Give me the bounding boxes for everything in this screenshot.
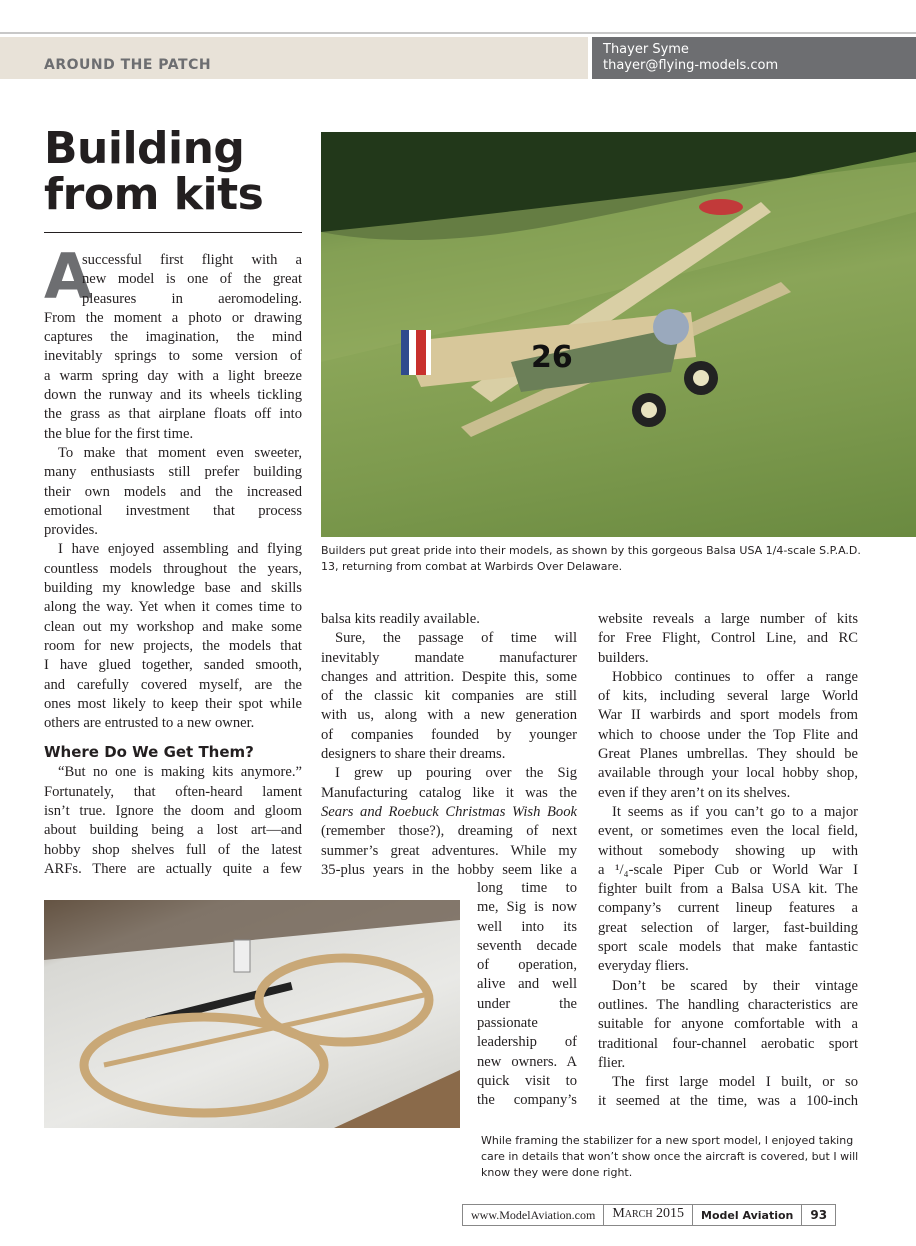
text-line: I grew up pouring over the Sig <box>335 765 577 782</box>
text-line: me, Sig is now <box>477 899 577 916</box>
text-line: for Free Flight, Control Line, and RC <box>598 630 858 647</box>
text-line: a ¹/₄-scale Piper Cub or World War I <box>598 861 858 878</box>
text-line: which to choose under the Top Flite and <box>598 726 858 743</box>
text-line: of companies founded by younger <box>321 726 577 743</box>
plane-number: 26 <box>531 340 573 375</box>
text-line: without somebody showing up with <box>598 842 858 859</box>
text-line: balsa kits readily available. <box>321 611 480 627</box>
author-box <box>592 37 916 79</box>
text-line: a warm spring day with a light breeze <box>44 367 302 384</box>
text-line: along the way. Yet when it comes time to <box>44 599 302 616</box>
text-line: their own models and the increased <box>44 483 302 500</box>
text-line: It seems as if you can’t go to a major <box>612 803 858 820</box>
text-line: provides. <box>44 522 98 539</box>
text-line: designers to share their dreams. <box>321 746 506 763</box>
text-line: fighter built from a Balsa USA kit. The <box>598 881 858 898</box>
column-left <box>44 251 302 879</box>
text-line: Manufacturing catalog like it was the <box>321 784 577 801</box>
text-line: (remember those?), dreaming of next <box>321 823 577 840</box>
title-line: from kits <box>44 169 264 220</box>
text-line: The first large model I built, or so <box>612 1074 858 1091</box>
drop-cap: A <box>44 240 92 313</box>
text-line: room for new projects, the models that <box>44 637 302 654</box>
text-line: of the classic kit companies are still <box>321 688 577 705</box>
text-line: changes and attrition. Despite this, some <box>321 668 577 685</box>
text-line: Sure, the passage of time will <box>335 630 577 647</box>
subheading: Where Do We Get Them? <box>44 743 254 762</box>
text-line: about building being a lost art—and <box>44 822 302 839</box>
text-line: inevitably mandate manufacturer <box>321 649 577 666</box>
caption-line: While framing the stabilizer for a new sport model, I enjoyed taking <box>481 1134 854 1147</box>
author-name: Thayer Syme <box>603 42 689 57</box>
text-line: well into its <box>477 918 577 935</box>
text-line: many enthusiasts still prefer building <box>44 464 302 481</box>
text-line: leadership of <box>477 1034 577 1051</box>
text-line: the grass as that airplane floats off into <box>44 406 302 423</box>
footer-url[interactable]: www.ModelAviation.com <box>463 1205 604 1225</box>
text-line: of kits, including several large World <box>598 688 858 705</box>
text-line: Fortunately, that often-heard lament <box>44 783 302 800</box>
column-middle <box>321 610 577 880</box>
text-line: others are entrusted to a new owner. <box>44 715 255 732</box>
text-line: long time to <box>477 880 577 896</box>
text-line: building my knowledge base and skills <box>44 580 302 597</box>
caption-line: know they were done right. <box>481 1166 633 1179</box>
text-line: summer’s great adventures. While my <box>321 842 577 859</box>
author-email[interactable]: thayer@flying-models.com <box>603 58 779 73</box>
text-line: “But no one is making kits anymore.” <box>58 764 302 781</box>
text-line: traditional four-channel aerobatic sport <box>598 1035 858 1052</box>
text-line: countless models throughout the years, <box>44 560 302 577</box>
text-line: 35-plus years in the hobby seem like a <box>321 861 577 878</box>
text-line: Don’t be scared by their vintage <box>612 977 858 994</box>
text-line: outlines. The handling characteristics are <box>598 996 858 1013</box>
page-number: 93 <box>810 1208 828 1222</box>
caption-line: 13, returning from combat at Warbirds Over Delaware. <box>321 560 623 573</box>
text-line: Sears and Roebuck Christmas Wish Book <box>321 803 577 820</box>
text-line: isn’t true. Ignore the doom and gloom <box>44 803 302 820</box>
text-line: the company’s <box>477 1092 577 1109</box>
section-label: AROUND THE PATCH <box>44 57 212 73</box>
column-right <box>598 610 858 1112</box>
text-line: suitable for anyone comfortable with a <box>598 1016 858 1033</box>
text-line: great selection of larger, fast-building <box>598 919 858 936</box>
text-line: successful first flight with a <box>82 252 302 268</box>
text-line: War II warbirds and sport models from <box>598 707 858 724</box>
text-line: seventh decade <box>477 937 577 954</box>
text-line: even if they aren’t on its shelves. <box>598 784 791 801</box>
page-footer <box>462 1204 836 1226</box>
text-line: I have glued together, sanded smooth, <box>44 657 302 674</box>
title-rule <box>44 232 302 233</box>
text-line: pleasures in aeromodeling. <box>82 290 302 307</box>
text-line: new model is one of the great <box>82 271 302 288</box>
text-line: company’s current lineup features a <box>598 900 858 917</box>
footer-magazine: Model Aviation <box>693 1205 802 1225</box>
column-middle-wrap <box>477 879 577 1111</box>
photo-spad-biplane <box>321 132 916 537</box>
text-line: of operation, <box>477 957 577 974</box>
text-line: ARFs. There are actually quite a few <box>44 860 302 877</box>
caption-plane <box>321 543 881 575</box>
text-line: Hobbico continues to offer a range <box>612 668 858 685</box>
text-line: From the moment a photo or drawing <box>44 309 302 326</box>
caption-line: care in details that won’t show once the aircraft is covered, but I will <box>481 1150 859 1163</box>
text-line: captures the imagination, the mind <box>44 329 302 346</box>
article-title <box>44 123 264 220</box>
text-line: builders. <box>598 649 649 666</box>
text-line: I have enjoyed assembling and flying <box>58 541 302 558</box>
text-line: the blue for the first time. <box>44 425 194 442</box>
text-line: website reveals a large number of kits <box>598 611 858 627</box>
text-line: under the <box>477 995 577 1012</box>
caption-bench <box>481 1133 861 1181</box>
top-rule <box>0 32 916 34</box>
text-line: down the runway and its wheels tickling <box>44 387 302 404</box>
text-line: ones most likely to keep their spot while <box>44 695 302 712</box>
text-line: passionate <box>477 1015 538 1032</box>
text-line: available through your local hobby shop, <box>598 765 858 782</box>
text-line: everyday fliers. <box>598 958 689 975</box>
text-line: clean out my workshop and make some <box>44 618 302 635</box>
caption-line: Builders put great pride into their models, as shown by this gorgeous Balsa USA 1/4-scale S.P.A.D. <box>321 544 861 557</box>
text-line: To make that moment even sweeter, <box>58 444 302 461</box>
title-line: Building <box>44 123 245 174</box>
text-line: and carefully covered myself, are the <box>44 676 302 693</box>
text-line: sport scale models that make fantastic <box>598 939 858 956</box>
text-line: emotional investment that process <box>44 502 302 519</box>
text-line: flier. <box>598 1054 626 1071</box>
text-line: quick visit to <box>477 1072 577 1089</box>
text-line: event, or sometimes even the local field, <box>598 823 858 840</box>
photo-stabilizer-framing <box>44 900 460 1128</box>
text-line: it seemed at the time, was a 100-inch <box>598 1093 858 1110</box>
text-line: hobby shop shelves full of the latest <box>44 841 302 858</box>
text-line: Great Planes umbrellas. They should be <box>598 746 858 763</box>
text-line: inevitably springs to some version of <box>44 348 302 365</box>
footer-issue-date: March 2015 <box>604 1205 693 1225</box>
text-line: alive and well <box>477 976 577 993</box>
text-line: with us, along with a new generation <box>321 707 577 724</box>
text-line: new owners. A <box>477 1053 577 1070</box>
